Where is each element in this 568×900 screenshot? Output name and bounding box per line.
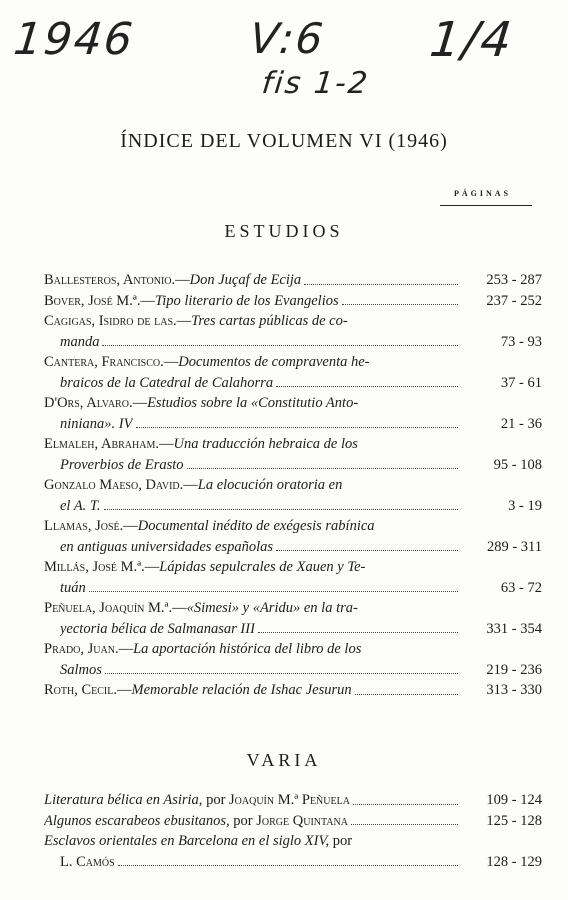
index-entry <box>44 639 542 680</box>
entry-text <box>60 455 184 476</box>
entry-text <box>44 811 348 832</box>
index-entry <box>44 475 542 516</box>
entry-text <box>44 434 358 455</box>
entry-line <box>44 680 542 701</box>
entry-text <box>44 557 365 578</box>
entry-line <box>44 373 542 394</box>
entry-text <box>60 414 133 435</box>
varia-list <box>44 790 542 872</box>
entry-author: Llamas, José.— <box>44 518 138 534</box>
index-entry <box>44 557 542 598</box>
index-entry <box>44 352 542 393</box>
dot-leader <box>89 591 458 592</box>
entry-text <box>60 537 273 558</box>
entry-text <box>60 619 255 640</box>
entry-line <box>44 496 542 517</box>
entry-line <box>44 516 542 537</box>
estudios-list <box>44 270 542 701</box>
entry-line <box>44 619 542 640</box>
index-entry <box>44 393 542 434</box>
entry-author: Cantera, Francisco.— <box>44 354 179 370</box>
dot-leader <box>118 865 458 866</box>
entry-line <box>44 639 542 660</box>
entry-line <box>44 852 542 873</box>
entry-title: Una traducción hebraica de los <box>173 436 358 452</box>
entry-pages: 73 - 93 <box>500 333 542 350</box>
entry-text <box>44 311 348 332</box>
entry-title: La aportación histórica del libro de los <box>133 641 362 657</box>
entry-author: Millás, José M.ª.— <box>44 559 160 575</box>
index-entry <box>44 516 542 557</box>
dot-leader <box>304 284 458 285</box>
entry-by: por <box>229 812 257 829</box>
index-entry <box>44 291 542 312</box>
entry-title: Tipo literario de los Evangelios <box>154 292 339 309</box>
entry-author: Cagigas, Isidro de las.— <box>44 313 192 329</box>
entry-pages: 125 - 128 <box>486 812 542 829</box>
entry-title: La elocución oratoria en <box>197 477 343 493</box>
entry-author: Ballesteros, Antonio.— <box>44 272 190 288</box>
dot-leader <box>276 386 458 387</box>
entry-text <box>44 680 352 701</box>
entry-text <box>60 578 86 599</box>
dot-leader <box>102 345 458 346</box>
index-entry <box>44 434 542 475</box>
entry-title-cont: tuán <box>60 579 86 596</box>
entry-line <box>44 311 542 332</box>
entry-line <box>44 790 542 811</box>
entry-title: «Simesi» y «Aridu» en la tra- <box>186 600 358 616</box>
entry-line <box>44 393 542 414</box>
entry-pages: 253 - 287 <box>486 272 542 288</box>
entry-line <box>44 831 542 852</box>
entry-line <box>44 434 542 455</box>
entry-line <box>44 352 542 373</box>
entry-line <box>44 414 542 435</box>
entry-author: L. Camós <box>60 853 115 870</box>
entry-pages: 219 - 236 <box>486 661 542 678</box>
entry-title: Estudios sobre la «Constitutio Anto- <box>147 395 359 411</box>
entry-line <box>44 557 542 578</box>
entry-text <box>44 475 342 496</box>
index-entry <box>44 270 542 291</box>
entry-line <box>44 811 542 832</box>
entry-pages: 128 - 129 <box>486 853 542 870</box>
entry-title: Literatura bélica en Asiria, <box>44 792 203 808</box>
entry-title: Tres cartas públicas de co- <box>191 313 348 329</box>
section-heading-estudios: ESTUDIOS <box>224 221 344 241</box>
entry-title: Algunos escarabeos ebusitanos, <box>44 812 230 829</box>
varia-entry <box>44 790 542 811</box>
entry-pages: 95 - 108 <box>493 456 542 473</box>
entry-text <box>60 332 99 353</box>
pages-column-label: PÁGINAS <box>454 189 512 198</box>
entry-author: D'Ors, Alvaro.— <box>44 395 148 411</box>
varia-entry <box>44 831 542 872</box>
entry-pages: 3 - 19 <box>508 497 542 514</box>
dot-leader <box>355 694 458 695</box>
entry-text <box>60 852 115 873</box>
entry-line <box>44 578 542 599</box>
entry-pages: 237 - 252 <box>486 292 542 309</box>
entry-line <box>44 291 542 312</box>
entry-title: Memorable relación de Ishac Jesurun <box>131 682 352 698</box>
entry-by: por <box>329 833 353 849</box>
entry-author: Jorge Quintana <box>256 812 348 829</box>
entry-pages: 313 - 330 <box>486 682 542 698</box>
handwritten-volume: V:6 <box>247 14 328 63</box>
entry-text <box>44 516 375 537</box>
dot-leader <box>136 427 459 428</box>
entry-line <box>44 475 542 496</box>
entry-text <box>44 598 358 619</box>
entry-line <box>44 660 542 681</box>
entry-title: Documental inédito de exégesis rabínica <box>137 518 375 534</box>
dot-leader <box>187 468 458 469</box>
entry-author: Gonzalo Maeso, David.— <box>44 477 198 493</box>
pages-column-rule <box>440 205 532 206</box>
handwritten-fascicles: fis 1-2 <box>260 66 371 101</box>
entry-pages: 109 - 124 <box>486 792 542 808</box>
entry-title-cont: en antiguas universidades españolas <box>60 538 274 555</box>
entry-title: Documentos de compraventa he- <box>178 354 370 370</box>
dot-leader <box>104 509 458 510</box>
index-entry <box>44 311 542 352</box>
index-entry <box>44 598 542 639</box>
entry-pages: 21 - 36 <box>500 415 542 432</box>
dot-leader <box>351 824 458 825</box>
section-heading-varia: VARIA <box>246 750 322 770</box>
entry-by: por <box>202 792 230 808</box>
entry-text <box>44 291 339 312</box>
entry-pages: 37 - 61 <box>500 374 542 391</box>
entry-title-cont: niniana». IV <box>60 415 133 432</box>
entry-text <box>44 393 358 414</box>
entry-text <box>44 352 370 373</box>
entry-line <box>44 537 542 558</box>
entry-pages: 63 - 72 <box>500 579 542 596</box>
entry-title-cont: yectoria bélica de Salmanasar III <box>60 620 255 637</box>
entry-author: Roth, Cecil.— <box>44 682 132 698</box>
entry-author: Prado, Juan.— <box>44 641 134 657</box>
entry-text <box>44 270 301 291</box>
index-title: ÍNDICE DEL VOLUMEN VI (1946) <box>120 130 448 152</box>
entry-title-cont: manda <box>60 333 100 350</box>
entry-title-cont: Salmos <box>60 661 102 678</box>
dot-leader <box>105 673 458 674</box>
entry-author: Bover, José M.ª.— <box>44 292 155 309</box>
entry-text <box>60 496 101 517</box>
entry-text <box>44 639 361 660</box>
varia-entry <box>44 811 542 832</box>
handwritten-year: 1946 <box>11 14 137 65</box>
handwritten-fraction: 1/4 <box>427 12 517 68</box>
entry-line <box>44 332 542 353</box>
dot-leader <box>342 304 458 305</box>
entry-text <box>44 831 352 852</box>
entry-author: Peñuela, Joaquín M.ª.— <box>44 600 187 616</box>
entry-title-cont: el A. T. <box>60 497 101 514</box>
dot-leader <box>276 550 458 551</box>
entry-pages: 289 - 311 <box>486 538 542 555</box>
entry-title: Don Juçaf de Ecija <box>189 272 302 288</box>
entry-author: Joaquín M.ª Peñuela <box>229 792 350 808</box>
entry-line <box>44 455 542 476</box>
entry-title-cont: Proverbios de Erasto <box>60 456 184 473</box>
entry-text <box>60 660 102 681</box>
dot-leader <box>258 632 458 633</box>
dot-leader <box>353 804 458 805</box>
index-entry <box>44 680 542 701</box>
entry-title: Esclavos orientales en Barcelona en el siglo XIV, <box>44 833 330 849</box>
entry-pages: 331 - 354 <box>486 620 542 637</box>
entry-text <box>44 790 350 811</box>
entry-author: Elmaleh, Abraham.— <box>44 436 174 452</box>
entry-line <box>44 598 542 619</box>
entry-line <box>44 270 542 291</box>
entry-title-cont: braicos de la Catedral de Calahorra <box>60 374 274 391</box>
entry-title: Lápidas sepulcrales de Xauen y Te- <box>159 559 366 575</box>
entry-text <box>60 373 273 394</box>
